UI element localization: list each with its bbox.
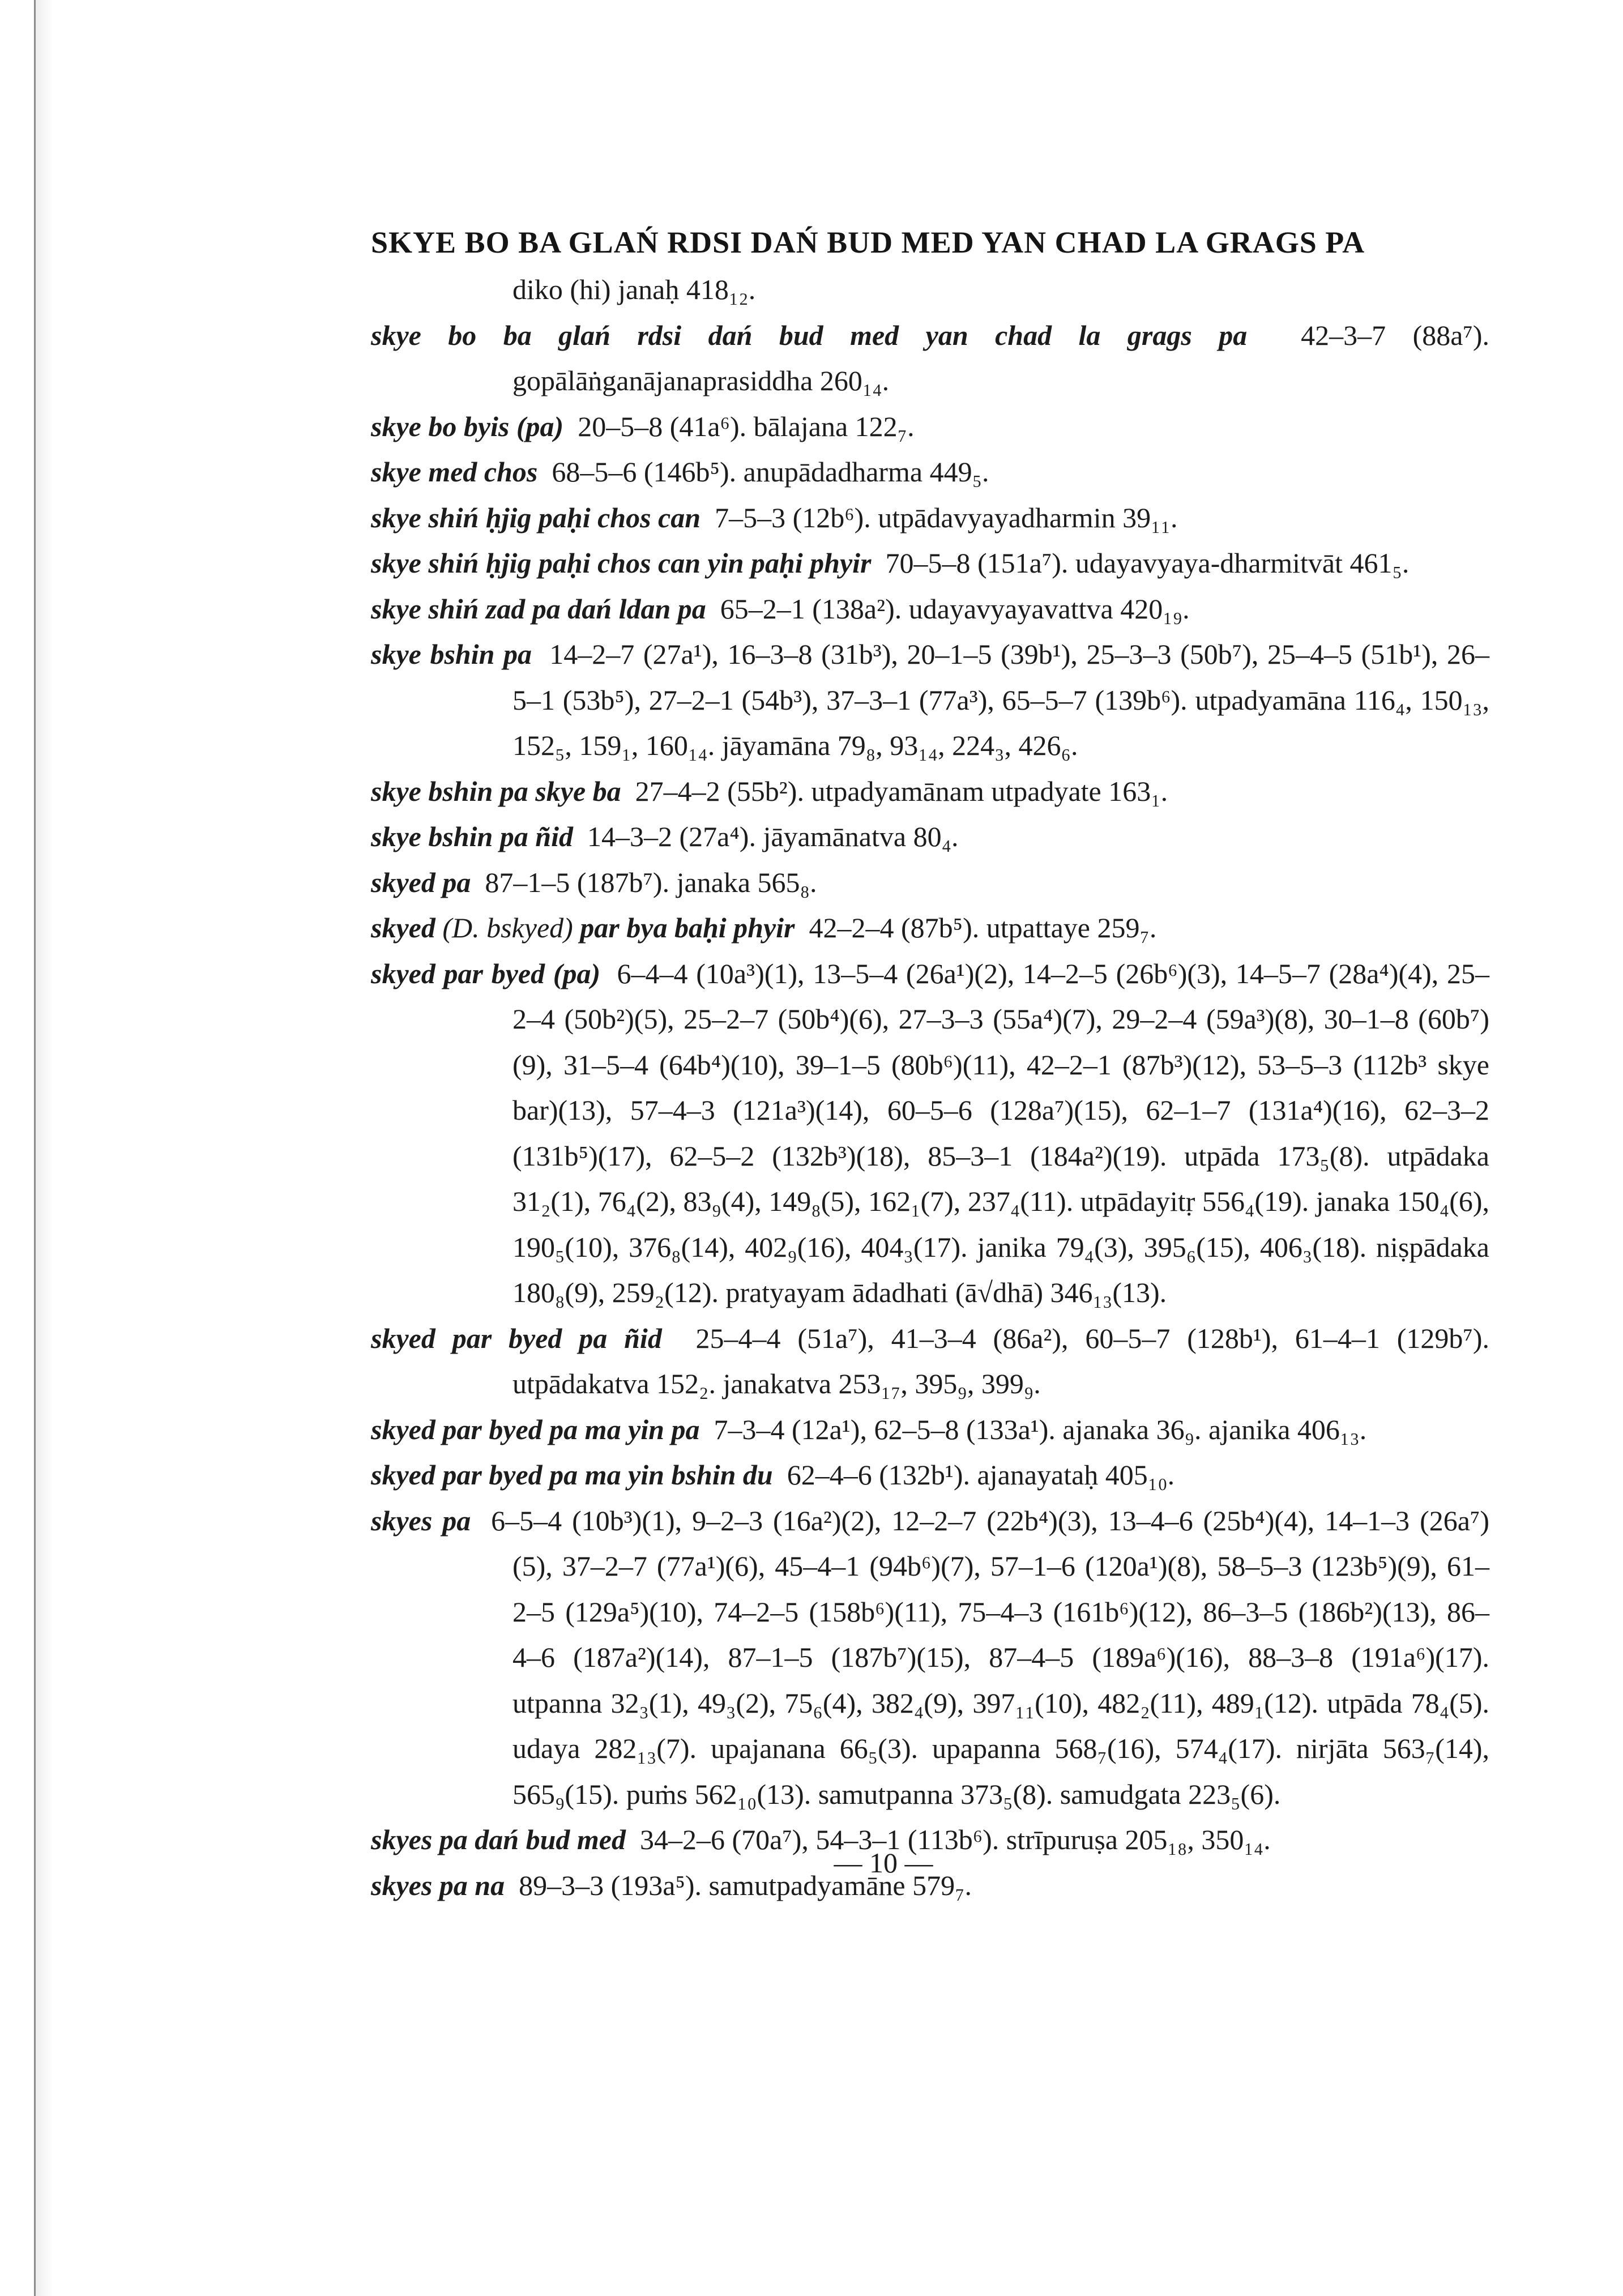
entry-refs: 62–4–6 (132b¹). ajanayataḥ 405₁₀. [787,1459,1175,1491]
entry-headword: skyed par byed pa ñid [371,1322,662,1354]
entry-refs: 14–3–2 (27a⁴). jāyamānatva 80₄. [587,821,959,852]
entry-refs: 27–4–2 (55b²). utpadyamānam utpadyate 163₁. [635,775,1168,807]
entry-headword: skye med chos [371,456,538,488]
entry-headword: skyed par byed (pa) [371,957,601,989]
entry-headword: skye bshin pa ñid [371,821,574,852]
document-page [371,218,1489,1908]
entry-refs: 42–3–7 (88a⁷). gopālāṅganājanaprasiddha 260₁₄. [512,319,1490,396]
glossary-entry [371,540,1489,586]
entry-headword: skyes pa na [371,1869,505,1901]
entry-headword: skyed [371,912,435,944]
glossary-entry [371,1316,1489,1407]
glossary-entry [371,1498,1489,1817]
entry-refs: 7–3–4 (12a¹), 62–5–8 (133a¹). ajanaka 36₉. ajanika 406₁₃. [714,1413,1367,1445]
glossary-entry [371,905,1489,951]
entry-refs: 68–5–6 (146b⁵). anupādadharma 449₅. [552,456,989,488]
entry-refs: 14–2–7 (27a¹), 16–3–8 (31b³), 20–1–5 (39b¹), 25–3–3 (50b⁷), 25–4–5 (51b¹), 26–5–1 (53b⁵), 27–2–1 (54b³), 37–3–1 (77a³), 65–5–7 (139b⁶). utpadyamāna 116₄, 150₁₃, 152₅, 159₁, 160₁₄. jāyamāna 79₈, 93₁₄, 224₃, 426₆. [512,638,1490,761]
entry-refs: 89–3–3 (193a⁵). samutpadyamāne 579₇. [519,1869,972,1901]
glossary-entry [371,586,1489,632]
glossary-entry [371,814,1489,860]
entry-refs: 20–5–8 (41a⁶). bālajana 122₇. [578,410,915,442]
glossary-entry [371,769,1489,814]
glossary-entry [371,951,1489,1316]
entry-headword: skye bo ba glań rdsi dań bud med yan chad la grags pa [371,319,1248,351]
entry-headword: skye shiń ḥjig paḥi chos can [371,501,701,534]
entry-headword: skyed pa [371,866,471,898]
entry-headword: skye bshin pa skye ba [371,775,621,807]
running-header: SKYE BO BA GLAŃ RDSI DAŃ BUD MED YAN CHAD LA GRAGS PA [371,225,1365,259]
entry-headword: skyes pa dań bud med [371,1824,626,1855]
glossary-entry [371,1407,1489,1453]
entry-headword: skye bshin pa [371,638,532,670]
glossary-entry [371,267,1489,313]
entry-variant-note: (D. bskyed) [442,912,573,944]
entry-refs: 25–4–4 (51a⁷), 41–3–4 (86a²), 60–5–7 (128b¹), 61–4–1 (129b⁷). utpādakatva 152₂. janakatva 253₁₇, 395₉, 399₉. [512,1322,1489,1399]
entry-headword-continued: par bya baḥi phyir [580,912,795,944]
entry-headword: skye bo byis (pa) [371,410,564,442]
entry-refs: diko (hi) janaḥ 418₁₂. [512,274,756,305]
entry-refs: 65–2–1 (138a²). udayavyayavattva 420₁₉. [720,592,1190,625]
entry-refs: 70–5–8 (151a⁷). udayavyaya-dharmitvāt 461₅. [885,547,1410,579]
glossary-entries [371,267,1489,1908]
glossary-entry [371,631,1489,769]
page-number: — 10 — [834,1847,933,1879]
glossary-entry [371,449,1489,495]
entry-refs: 6–5–4 (10b³)(1), 9–2–3 (16a²)(2), 12–2–7 (22b⁴)(3), 13–4–6 (25b⁴)(4), 14–1–3 (26a⁷)(5), 37–2–7 (77a¹)(6), 45–4–1 (94b⁶)(7), 57–1–6 (120a¹)(8), 58–5–3 (123b⁵)(9), 61–2–5 (129a⁵)(10), 74–2–5 (158b⁶)(11), 75–4–3 (161b⁶)(12), 86–3–5 (186b²)(13), 86–4–6 (187a²)(14), 87–1–5 (187b⁷)(15), 87–4–5 (189a⁶)(16), 88–3–8 (191a⁶)(17). utpanna 32₃(1), 49₃(2), 75₆(4), 382₄(9), 397₁₁(10), 482₂(11), 489₁(12). utpāda 78₄(5). udaya 282₁₃(7). upajanana 66₅(3). upapanna 568₇(16), 574₄(17). nirjāta 563₇(14), 565₉(15). puṁs 562₁₀(13). samutpanna 373₅(8). samudgata 223₅(6). [491,1504,1489,1810]
entry-headword: skyed par byed pa ma yin bshin du [371,1459,773,1491]
entry-headword: skye shiń zad pa dań ldan pa [371,592,706,625]
entry-refs: 6–4–4 (10a³)(1), 13–5–4 (26a¹)(2), 14–2–5 (26b⁶)(3), 14–5–7 (28a⁴)(4), 25–2–4 (50b²)(5), 25–2–7 (50b⁴)(6), 27–3–3 (55a⁴)(7), 29–2–4 (59a³)(8), 30–1–8 (60b⁷)(9), 31–5–4 (64b⁴)(10), 39–1–5 (80b⁶)(11), 42–2–1 (87b³)(12), 53–5–3 (112b³ skye bar)(13), 57–4–3 (121a³)(14), 60–5–6 (128a⁷)(15), 62–1–7 (131a⁴)(16), 62–3–2 (131b⁵)(17), 62–5–2 (132b³)(18), 85–3–1 (184a²)(19). utpāda 173₅(8). utpādaka 31₂(1), 76₄(2), 83₉(4), 149₈(5), 162₁(7), 237₄(11). utpādayitṛ 556₄(19). janaka 150₄(6), 190₅(10), 376₈(14), 402₉(16), 404₃(17). janika 79₄(3), 395₆(15), 406₃(18). niṣpādaka 180₈(9), 259₂(12). pratyayam ādadhati (ā√dhā) 346₁₃(13). [512,957,1490,1308]
entry-headword: skyed par byed pa ma yin pa [371,1413,700,1445]
glossary-entry [371,404,1489,450]
entry-refs: 34–2–6 (70a⁷), 54–3–1 (113b⁶). strīpuruṣa 205₁₈, 350₁₄. [640,1824,1271,1855]
glossary-entry [371,1452,1489,1498]
entry-refs: 42–2–4 (87b⁵). utpattaye 259₇. [809,912,1157,944]
glossary-entry [371,495,1489,541]
entry-refs: 7–5–3 (12b⁶). utpādavyayadharmin 39₁₁. [715,501,1178,534]
entry-headword: skyes pa [371,1504,471,1537]
entry-refs: 87–1–5 (187b⁷). janaka 565₈. [485,866,817,898]
binding-edge [34,0,53,2296]
entry-headword: skye shiń ḥjig paḥi chos can yin paḥi phyir [371,547,872,579]
glossary-entry [371,313,1489,404]
glossary-entry [371,860,1489,906]
